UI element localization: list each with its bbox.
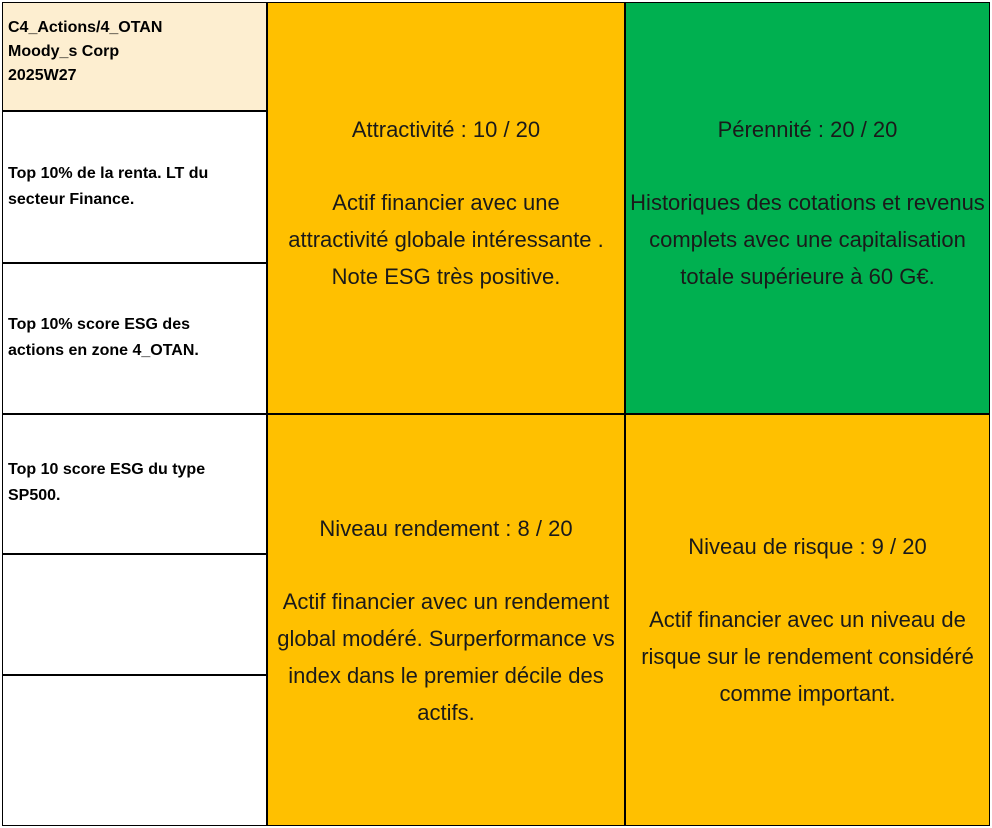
asset-header	[2, 2, 267, 111]
panel-title: Pérennité : 20 / 20	[717, 117, 898, 142]
asset-category: C4_Actions/4_OTAN	[8, 19, 163, 36]
panel-rendement	[267, 414, 625, 826]
panel-title: Niveau rendement : 8 / 20	[319, 515, 573, 541]
asset-week: 2025W27	[8, 67, 77, 84]
note-text: Top 10% score ESG des actions en zone 4_OTAN.	[8, 316, 199, 359]
asset-name: Moody_s Corp	[8, 43, 120, 60]
panel-text: Historiques des cotations et revenus complets avec une capitalisation totale supérieure à 60 G€.	[630, 190, 985, 289]
panel-title: Attractivité : 10 / 20	[351, 117, 541, 142]
note-empty-2	[2, 675, 267, 826]
note-rentabilite	[2, 111, 267, 263]
panel-risque	[625, 414, 990, 826]
note-empty-1	[2, 554, 267, 675]
panel-text: Actif financier avec une attractivité globale intéressante . Note ESG très positive.	[288, 190, 604, 289]
note-text: Top 10% de la renta. LT du secteur Finance.	[8, 165, 209, 208]
note-text: Top 10 score ESG du type SP500.	[8, 461, 206, 504]
note-esg-type	[2, 414, 267, 554]
panel-attractivite	[267, 2, 625, 414]
panel-text: Actif financier avec un rendement global modéré. Surperformance vs index dans le premier décile des actifs.	[277, 588, 615, 725]
note-esg-zone	[2, 263, 267, 414]
panel-title: Niveau de risque : 9 / 20	[688, 534, 927, 559]
panel-text: Actif financier avec un niveau de risque sur le rendement considéré comme important.	[641, 607, 974, 706]
panel-perennite	[625, 2, 990, 414]
